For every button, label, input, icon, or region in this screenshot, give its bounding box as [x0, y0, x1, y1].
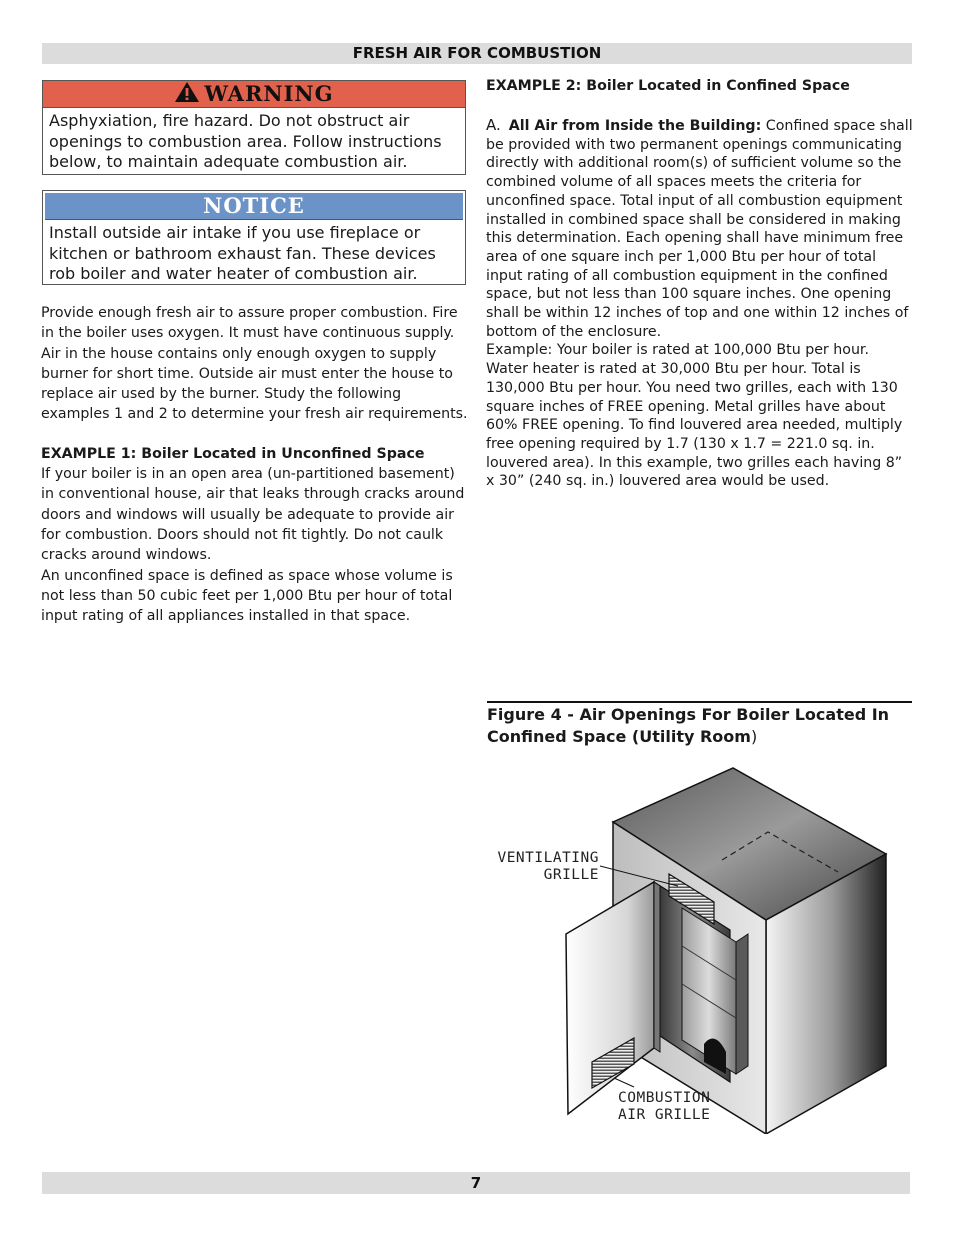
warning-box — [42, 80, 466, 175]
warning-header — [43, 81, 465, 108]
example1-paragraph-2: An unconfined space is defined as space whose volume is not less than 50 cubic feet per 1,000 Btu per hour of total input rating of all appliances installed in that space. — [41, 567, 453, 625]
item-heading: All Air from Inside the Building: — [508, 118, 762, 134]
notice-box — [42, 190, 466, 285]
utility-room-illustration — [486, 762, 891, 1134]
intro-paragraph: Provide enough fresh air to assure proper combustion. Fire in the boiler uses oxygen. It must have continuous supply. Air in the house contains only enough oxygen to supply burner for short time. Outside air must enter the house to replace air used by the burner. Study the following examples 1 and 2 to determine your fresh air requirements. — [41, 305, 468, 423]
example2-calculation: Example: Your boiler is rated at 100,000 Btu per hour. Water heater is rated at 30,000 Btu per hour. Total is 130,000 Btu per hour. You need two grilles, each with 130 square inches of FREE opening. Metal grilles have about 60% FREE opening. To find louvered area needed, multiply free opening required by 1.7 (130 x 1.7 = 221.0 sq. in. louvered area). In this example, two grilles each having 8” x 30” (240 sq. in.) louvered area would be used. — [486, 342, 903, 490]
combustion-air-grille-label-line2: AIR GRILLE — [618, 1107, 711, 1123]
ventilating-grille-label-line1: VENTILATING — [497, 850, 599, 866]
right-column — [486, 76, 914, 491]
combustion-air-grille-label — [618, 1090, 723, 1124]
section-header: FRESH AIR FOR COMBUSTION — [42, 43, 912, 64]
example2-item-a — [486, 116, 914, 341]
figure-rule — [487, 701, 912, 703]
notice-label: NOTICE — [203, 193, 305, 218]
combustion-air-grille-label-line1: COMBUSTION — [618, 1090, 711, 1106]
notice-header — [45, 193, 463, 220]
example1-heading: EXAMPLE 1: Boiler Located in Unconfined Space — [41, 445, 425, 462]
left-column — [41, 303, 469, 626]
utility-room-drawing — [486, 762, 891, 1134]
item-letter: A. — [486, 116, 501, 134]
figure-caption — [487, 704, 912, 747]
ventilating-grille-label — [486, 850, 599, 884]
item-text: Confined space shall be provided with two permanent openings communicating directly with additional room(s) of sufficient volume so the combined volume of all spaces meets the criteria for unconfined space. Total input of all combustion equipment installed in combined space shall be considered in making this determination. Each opening shall have minimum free area of one square inch per 1,000 Btu per hour of total input rating of all combustion equipment in the confined space, but not less than 100 square inches. One opening shall be within 12 inches of top and one within 12 inches of bottom of the enclosure. — [486, 118, 913, 340]
example2-heading: EXAMPLE 2: Boiler Located in Confined Space — [486, 78, 850, 94]
figure-caption-end: ) — [750, 726, 758, 746]
notice-text: Install outside air intake if you use fireplace or kitchen or bathroom exhaust fan. These devices rob boiler and water heater of combustion air. — [49, 223, 436, 283]
example1-paragraph-1: If your boiler is in an open area (un-partitioned basement) in conventional house, air that leaks through cracks around doors and windows will usually be adequate to provide air for combustion. Doors should not fit tightly. Do not caulk cracks around windows. — [41, 466, 465, 564]
warning-triangle-icon — [174, 81, 200, 109]
warning-label: WARNING — [204, 81, 334, 106]
figure-caption-bold: Figure 4 - Air Openings For Boiler Located In Confined Space (Utility Room — [487, 705, 890, 746]
ventilating-grille-label-line2: GRILLE — [543, 867, 599, 883]
page-number: 7 — [42, 1172, 910, 1194]
warning-text: Asphyxiation, fire hazard. Do not obstruct air openings to combustion area. Follow instructions below, to maintain adequate combustion air. — [49, 111, 442, 171]
